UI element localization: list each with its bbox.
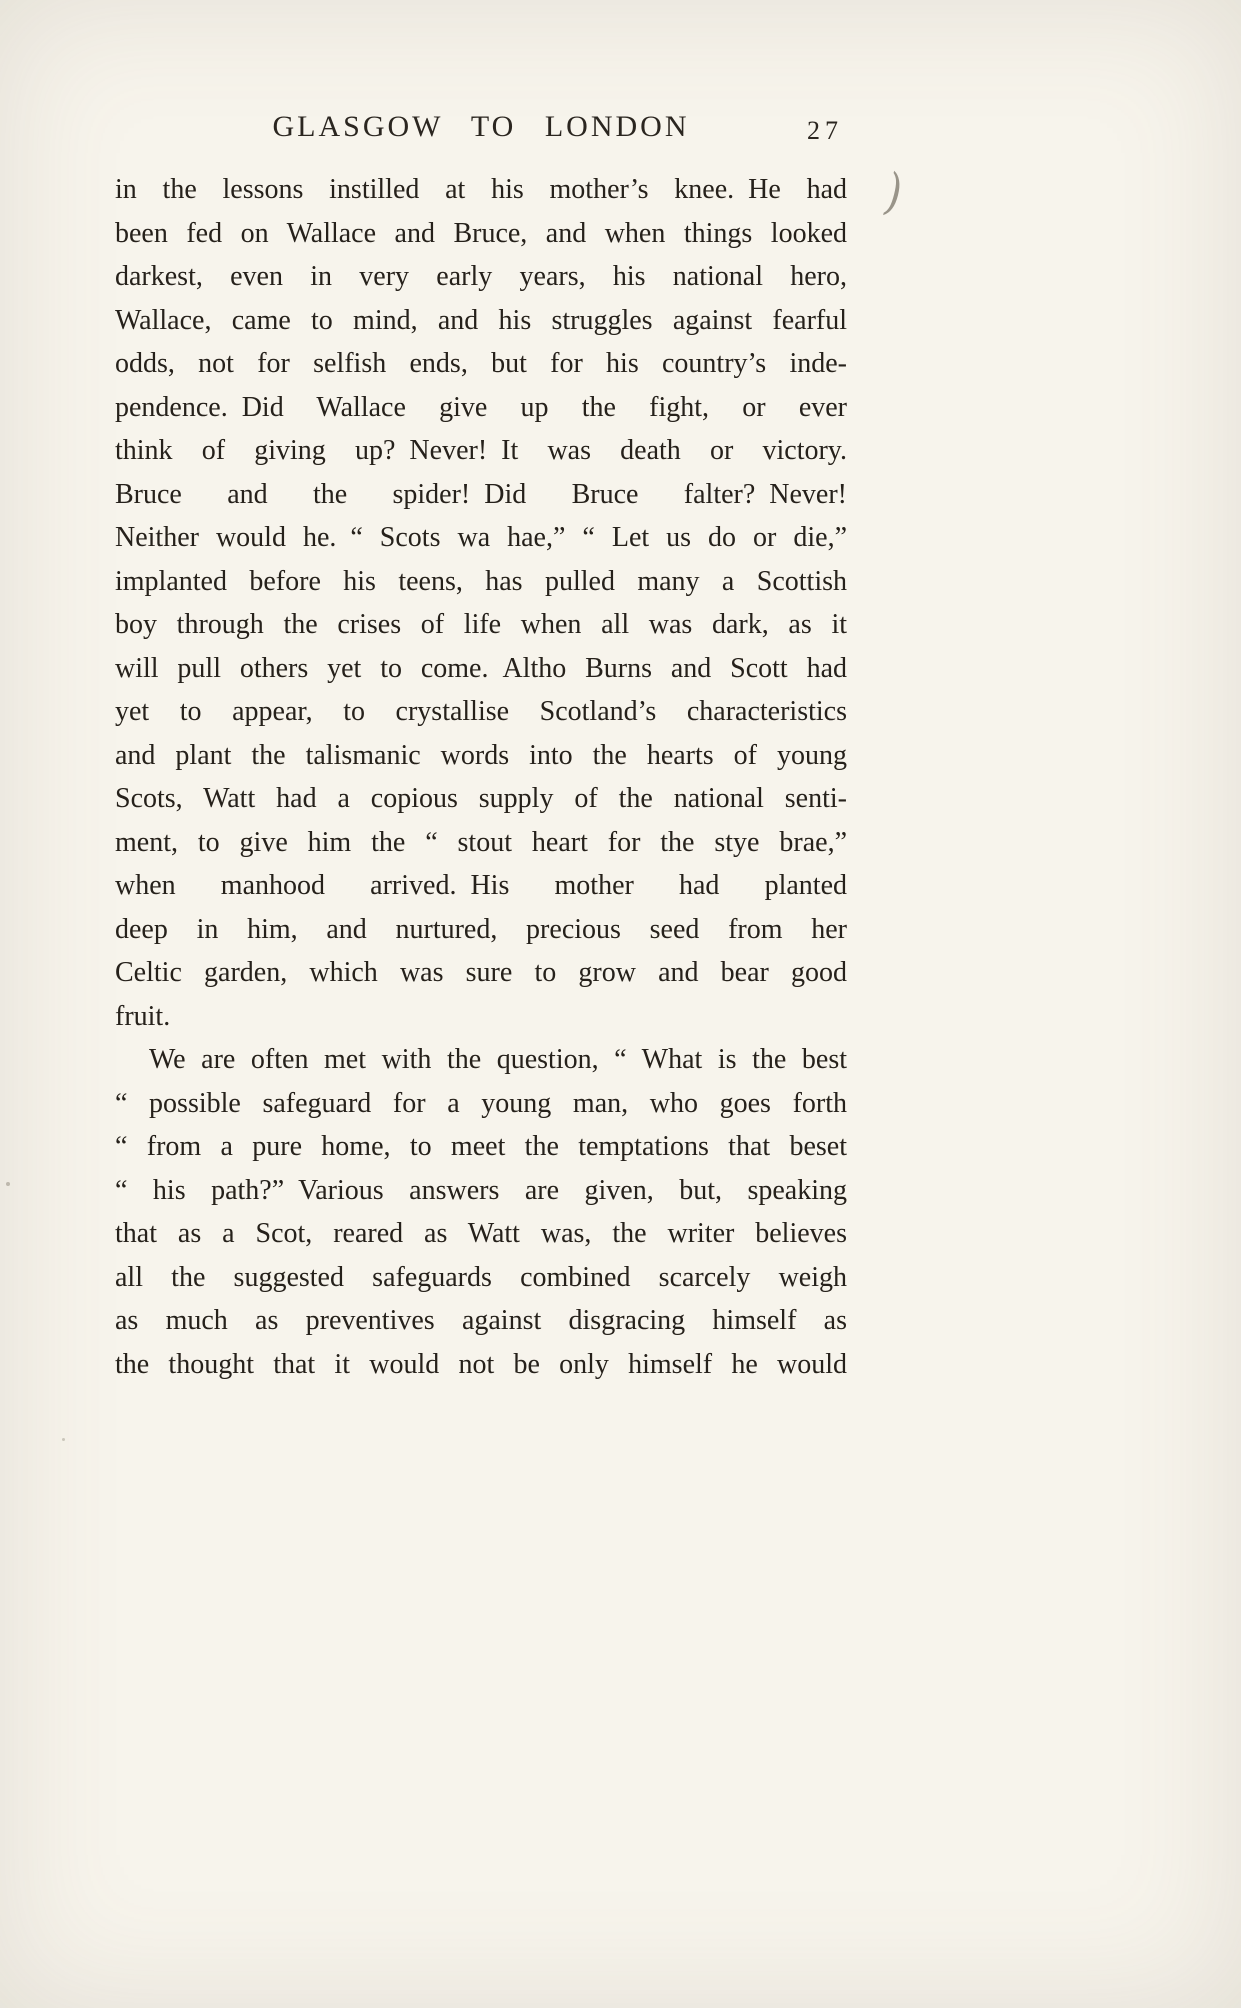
text-line: think of giving up? Never! It was death or victory. — [115, 435, 847, 466]
running-header — [115, 110, 847, 156]
text-line: darkest, even in very early years, his national hero, — [115, 261, 847, 292]
text-line: Wallace, came to mind, and his struggles against fearful — [115, 304, 847, 336]
text-line: and plant the talismanic words into the hearts of young — [115, 739, 847, 771]
text-line: Neither would he. “ Scots wa hae,” “ Let us do or die,” — [115, 522, 847, 553]
text-line: yet to appear, to crystallise Scotland’s characteristics — [115, 696, 847, 727]
text-line: ment, to give him the “ stout heart for the stye brae,” — [115, 826, 847, 858]
page-number: 27 — [807, 116, 843, 145]
text-line: Celtic garden, which was sure to grow and bear good — [115, 957, 847, 988]
ink-speck — [6, 1182, 10, 1186]
text-line: deep in him, and nurtured, precious seed from her — [115, 913, 847, 945]
text-line: Bruce and the spider! Did Bruce falter? Never! — [115, 478, 847, 510]
text-line: fruit. — [115, 1000, 171, 1032]
scan-artifact-mark: ) — [879, 163, 909, 223]
text-line: all the suggested safeguards combined scarcely weigh — [115, 1261, 847, 1293]
text-line: “ his path?” Various answers are given, but, speaking — [115, 1174, 847, 1206]
text-line: in the lessons instilled at his mother’s knee. He had — [115, 174, 847, 205]
text-line: implanted before his teens, has pulled many a Scottish — [115, 565, 847, 597]
ink-speck — [62, 1438, 65, 1441]
text-line: that as a Scot, reared as Watt was, the writer believes — [115, 1218, 847, 1249]
text-line: Scots, Watt had a copious supply of the national senti- — [115, 783, 847, 814]
paragraph-2 — [115, 1038, 847, 1386]
chapter-title: GLASGOW TO LONDON — [272, 110, 690, 143]
text-line: been fed on Wallace and Bruce, and when things looked — [115, 217, 847, 249]
body-text — [115, 168, 847, 1386]
text-line: “ from a pure home, to meet the temptations that beset — [115, 1131, 847, 1162]
text-line: odds, not for selfish ends, but for his country’s inde- — [115, 348, 847, 379]
text-line: boy through the crises of life when all was dark, as it — [115, 609, 847, 640]
text-line: We are often met with the question, “ What is the best — [149, 1044, 847, 1075]
text-line: pendence. Did Wallace give up the fight, or ever — [115, 391, 847, 423]
text-line: will pull others yet to come. Altho Burns and Scott had — [115, 652, 847, 684]
text-line: the thought that it would not be only himself he would — [115, 1348, 847, 1380]
paragraph-1 — [115, 168, 847, 1038]
text-line: “ possible safeguard for a young man, who goes forth — [115, 1087, 847, 1119]
text-line: as much as preventives against disgracing himself as — [115, 1305, 847, 1336]
text-line: when manhood arrived. His mother had planted — [115, 870, 847, 901]
